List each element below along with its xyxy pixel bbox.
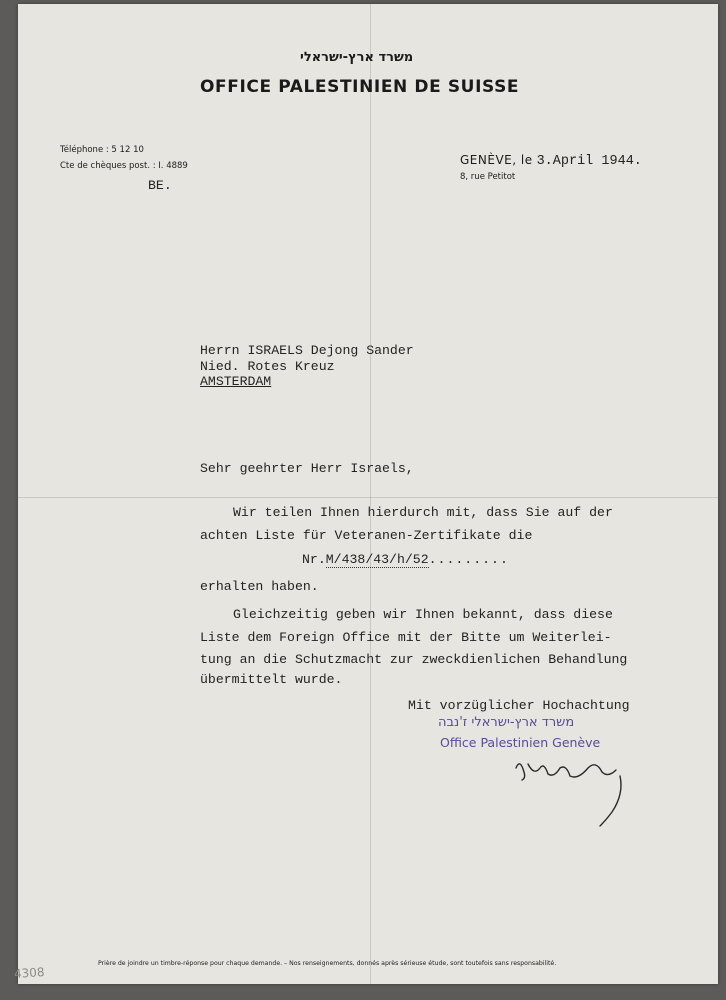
closing: Mit vorzüglicher Hochachtung — [408, 698, 630, 713]
letterhead-street: 8, rue Petitot — [460, 172, 516, 182]
certificate-number-line: Nr.M/438/43/h/52......... — [302, 552, 509, 567]
letterhead-cheques: Cte de chèques post. : I. 4889 — [60, 161, 188, 171]
stamp-latin: Office Palestinien Genève — [440, 735, 601, 750]
letter-page — [18, 4, 718, 984]
certificate-number-prefix: Nr. — [302, 552, 326, 567]
recipient-line-3: AMSTERDAM — [200, 374, 272, 389]
body-p2-line-3: tung an die Schutzmacht zur zweckdienlichen Behandlung — [200, 652, 628, 667]
letterhead-place-date — [460, 151, 642, 169]
stamp-hebrew: משרד ארץ-ישראלי ז'נבה — [438, 715, 575, 730]
handwritten-signature — [508, 754, 638, 834]
letterhead-place-label: GENÈVE, le — [460, 153, 533, 167]
recipient-line-2: Nied. Rotes Kreuz — [200, 359, 335, 374]
fold-line-vertical — [370, 4, 371, 984]
body-p2-line-1: Gleichzeitig geben wir Ihnen bekannt, dass diese — [233, 607, 613, 622]
body-p1-line-1: Wir teilen Ihnen hierdurch mit, dass Sie auf der — [233, 505, 613, 520]
letterhead-org-name: OFFICE PALESTINIEN DE SUISSE — [200, 77, 520, 97]
salutation: Sehr geehrter Herr Israels, — [200, 461, 414, 476]
fold-line-horizontal — [18, 497, 718, 498]
body-p1-line-2: achten Liste für Veteranen-Zertifikate die — [200, 528, 533, 543]
recipient-line-1: Herrn ISRAELS Dejong Sander — [200, 343, 414, 358]
pencil-margin-note: 4308 — [13, 964, 45, 982]
body-p2-line-4: übermittelt wurde. — [200, 672, 343, 687]
letterhead-hebrew-name: משרד ארץ-ישראלי — [300, 50, 414, 65]
body-p2-line-2: Liste dem Foreign Office mit der Bitte um Weiterlei- — [200, 630, 612, 645]
letter-date: 3.April 1944. — [536, 154, 642, 169]
letterhead-telephone: Téléphone : 5 12 10 — [60, 145, 144, 155]
footer-note: Prière de joindre un timbre-réponse pour chaque demande. – Nos renseignements, donnés après sérieuse étude, sont toutefois sans responsabilité. — [98, 960, 557, 967]
letterhead-initials: BE. — [148, 178, 172, 193]
body-p1-line-4: erhalten haben. — [200, 579, 319, 594]
certificate-number: M/438/43/h/52 — [325, 552, 429, 567]
